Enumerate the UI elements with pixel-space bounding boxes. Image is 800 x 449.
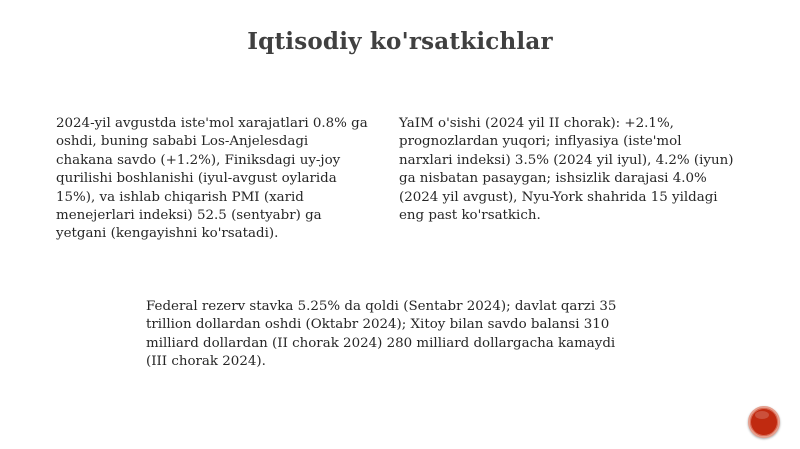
text-block-gdp-inflation: YaIM o'sishi (2024 yil II chorak): +2.1%, prognozlardan yuqori; inflyasiya (iste'mol narxlari indeksi) 3.5% (2024 yil iyul), 4.2% (iyun) ga nisbatan pasaygan; ishsizlik darajasi 4.0% (2024 yil avgust), Nyu-York shahrida 15 yildagi eng past ko'rsatkich. bbox=[399, 116, 734, 224]
text-block-federal-reserve: Federal rezerv stavka 5.25% da qoldi (Sentabr 2024); davlat qarzi 35 trillion dollardan oshdi (Oktabr 2024); Xitoy bilan savdo balansi 310 milliard dollardan (II chorak 2024) 280 milliard dollargacha kamaydi (III chorak 2024). bbox=[146, 299, 617, 370]
slide-title: Iqtisodiy ko'rsatkichlar bbox=[247, 28, 553, 55]
text-block-consumer-spending: 2024-yil avgustda iste'mol xarajatlari 0.8% ga oshdi, buning sababi Los-Anjelesdagi chakana savdo (+1.2%), Finiksdagi uy-joy qurilishi boshlanishi (iyul-avgust oylarida 15%), va ishlab chiqarish PMI (xarid menejerlari indeksi) 52.5 (sentyabr) ga yetgani (kengayishni ko'rsatadi). bbox=[56, 116, 368, 242]
next-slide-button[interactable] bbox=[748, 406, 780, 438]
